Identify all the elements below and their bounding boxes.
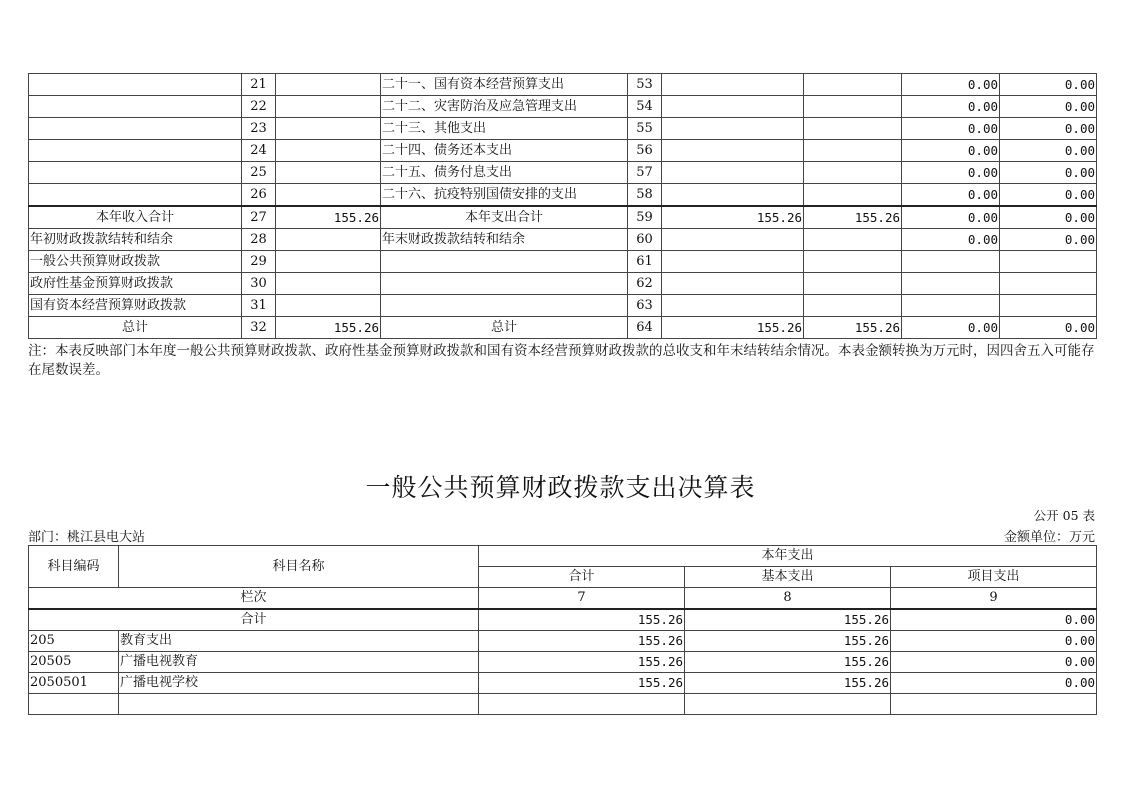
expense-row-no: 61 (628, 251, 662, 273)
expense-col4: 0.00 (1000, 229, 1097, 251)
expense-label: 总计 (381, 317, 628, 339)
amount-basic: 155.26 (685, 631, 891, 652)
amount-basic (685, 694, 891, 715)
expense-col2 (804, 118, 902, 140)
expense-col3: 0.00 (902, 118, 1000, 140)
income-label: 一般公共预算财政拨款 (29, 251, 242, 273)
expense-col1 (662, 295, 804, 317)
expense-col3: 0.00 (902, 140, 1000, 162)
expense-col4: 0.00 (1000, 162, 1097, 184)
amount-project: 0.00 (891, 631, 1097, 652)
form-code: 公开 05 表 (1033, 508, 1095, 523)
expense-col3: 0.00 (902, 206, 1000, 229)
expense-col2 (804, 140, 902, 162)
table-row (29, 74, 1097, 96)
income-amount (276, 140, 381, 162)
column-number-row (29, 588, 1097, 610)
header-code: 科目编码 (29, 546, 119, 588)
expense-row-no: 62 (628, 273, 662, 295)
income-row-no: 32 (242, 317, 276, 339)
table-note: 注：本表反映部门本年度一般公共预算财政拨款、政府性基金预算财政拨款和国有资本经营预算财政拨款的总收支和年末结转结余情况。本表金额转换为万元时，因四舍五入可能存在尾数误差。 (28, 343, 1095, 378)
sum-row (29, 609, 1097, 631)
income-label: 国有资本经营预算财政拨款 (29, 295, 242, 317)
amount-basic: 155.26 (685, 673, 891, 694)
expense-col2: 155.26 (804, 206, 902, 229)
expense-col2 (804, 96, 902, 118)
subject-code: 205 (29, 631, 119, 652)
expense-row-no: 64 (628, 317, 662, 339)
expense-col3: 0.00 (902, 229, 1000, 251)
expense-row-no: 58 (628, 184, 662, 207)
expense-col4: 0.00 (1000, 140, 1097, 162)
expense-label: 二十一、国有资本经营预算支出 (381, 74, 628, 96)
table-row (29, 273, 1097, 295)
header-basic: 基本支出 (685, 567, 891, 588)
expense-col2 (804, 295, 902, 317)
income-label: 政府性基金预算财政拨款 (29, 273, 242, 295)
expense-label: 二十三、其他支出 (381, 118, 628, 140)
income-amount (276, 184, 381, 207)
expense-col3: 0.00 (902, 96, 1000, 118)
income-row-no: 26 (242, 184, 276, 207)
table-row (29, 162, 1097, 184)
income-row-no: 25 (242, 162, 276, 184)
table-row (29, 631, 1097, 652)
expense-col3 (902, 295, 1000, 317)
expense-row-no: 53 (628, 74, 662, 96)
income-label (29, 96, 242, 118)
income-row-no: 21 (242, 74, 276, 96)
expense-col1 (662, 118, 804, 140)
income-amount (276, 251, 381, 273)
expense-col4 (1000, 295, 1097, 317)
expense-label: 本年支出合计 (381, 206, 628, 229)
amount-unit-label: 金额单位：万元 (1003, 530, 1095, 545)
subject-code (29, 694, 119, 715)
amount-basic: 155.26 (685, 652, 891, 673)
expense-col1 (662, 74, 804, 96)
expense-col2 (804, 273, 902, 295)
expense-col4: 0.00 (1000, 206, 1097, 229)
table-row (29, 251, 1097, 273)
expense-col1 (662, 140, 804, 162)
sum-total: 155.26 (479, 609, 685, 631)
income-row-no: 30 (242, 273, 276, 295)
expense-row-no: 63 (628, 295, 662, 317)
expense-col4: 0.00 (1000, 96, 1097, 118)
expense-col1: 155.26 (662, 317, 804, 339)
expense-col4: 0.00 (1000, 74, 1097, 96)
income-row-no: 22 (242, 96, 276, 118)
income-label (29, 118, 242, 140)
table-row (29, 206, 1097, 229)
expense-row-no: 54 (628, 96, 662, 118)
expense-label: 二十四、债务还本支出 (381, 140, 628, 162)
expense-col1 (662, 162, 804, 184)
expense-col2 (804, 162, 902, 184)
header-total: 合计 (479, 567, 685, 588)
income-amount: 155.26 (276, 317, 381, 339)
expense-label: 二十六、抗疫特别国债安排的支出 (381, 184, 628, 207)
amount-total: 155.26 (479, 673, 685, 694)
header-row (29, 546, 1097, 567)
income-label (29, 184, 242, 207)
income-row-no: 28 (242, 229, 276, 251)
table-row (29, 96, 1097, 118)
subject-name: 广播电视教育 (119, 652, 479, 673)
expense-row-no: 56 (628, 140, 662, 162)
header-group: 本年支出 (479, 546, 1097, 567)
income-amount (276, 273, 381, 295)
income-label (29, 162, 242, 184)
amount-total: 155.26 (479, 631, 685, 652)
subject-code: 2050501 (29, 673, 119, 694)
subject-code: 20505 (29, 652, 119, 673)
col-no-total: 7 (479, 588, 685, 610)
subject-name: 教育支出 (119, 631, 479, 652)
income-row-no: 29 (242, 251, 276, 273)
page-title: 一般公共预算财政拨款支出决算表 (365, 473, 756, 502)
table-row (29, 317, 1097, 339)
expense-col1 (662, 251, 804, 273)
amount-total: 155.26 (479, 652, 685, 673)
income-amount: 155.26 (276, 206, 381, 229)
expense-col2 (804, 229, 902, 251)
subject-name: 广播电视学校 (119, 673, 479, 694)
expense-row-no: 55 (628, 118, 662, 140)
income-label: 年初财政拨款结转和结余 (29, 229, 242, 251)
expense-col3: 0.00 (902, 317, 1000, 339)
expense-label (381, 295, 628, 317)
table-row (29, 673, 1097, 694)
income-amount (276, 74, 381, 96)
expense-col4: 0.00 (1000, 317, 1097, 339)
amount-project (891, 694, 1097, 715)
income-expense-table (28, 73, 1097, 339)
expense-row-no: 60 (628, 229, 662, 251)
expense-col3 (902, 251, 1000, 273)
income-amount (276, 118, 381, 140)
income-row-no: 23 (242, 118, 276, 140)
expense-col4 (1000, 251, 1097, 273)
table-row (29, 229, 1097, 251)
expense-label: 年末财政拨款结转和结余 (381, 229, 628, 251)
expense-label (381, 251, 628, 273)
expense-col4: 0.00 (1000, 184, 1097, 207)
income-amount (276, 162, 381, 184)
amount-project: 0.00 (891, 673, 1097, 694)
expense-col2 (804, 184, 902, 207)
expense-col1 (662, 96, 804, 118)
expense-label (381, 273, 628, 295)
expense-col2: 155.26 (804, 317, 902, 339)
table-row (29, 140, 1097, 162)
expense-col3: 0.00 (902, 162, 1000, 184)
income-amount (276, 96, 381, 118)
table-row (29, 184, 1097, 207)
income-label: 本年收入合计 (29, 206, 242, 229)
col-no-project: 9 (891, 588, 1097, 610)
income-label (29, 74, 242, 96)
table-row (29, 652, 1097, 673)
amount-total (479, 694, 685, 715)
income-row-no: 31 (242, 295, 276, 317)
expense-row-no: 57 (628, 162, 662, 184)
header-project: 项目支出 (891, 567, 1097, 588)
expense-col2 (804, 251, 902, 273)
sum-basic: 155.26 (685, 609, 891, 631)
col-no-basic: 8 (685, 588, 891, 610)
expenditure-table (28, 545, 1097, 715)
expense-col1 (662, 229, 804, 251)
expense-label: 二十二、灾害防治及应急管理支出 (381, 96, 628, 118)
expense-col1 (662, 184, 804, 207)
table-row (29, 118, 1097, 140)
expense-col3 (902, 273, 1000, 295)
expense-col1 (662, 273, 804, 295)
lanci-label: 栏次 (29, 588, 479, 610)
expense-col1: 155.26 (662, 206, 804, 229)
table-row (29, 694, 1097, 715)
sum-project: 0.00 (891, 609, 1097, 631)
expense-col4: 0.00 (1000, 118, 1097, 140)
income-row-no: 27 (242, 206, 276, 229)
income-row-no: 24 (242, 140, 276, 162)
expense-label: 二十五、债务付息支出 (381, 162, 628, 184)
income-label: 总计 (29, 317, 242, 339)
amount-project: 0.00 (891, 652, 1097, 673)
sum-label: 合计 (29, 609, 479, 631)
income-amount (276, 229, 381, 251)
header-name: 科目名称 (119, 546, 479, 588)
expense-row-no: 59 (628, 206, 662, 229)
expense-col4 (1000, 273, 1097, 295)
expense-col3: 0.00 (902, 184, 1000, 207)
table-row (29, 295, 1097, 317)
income-amount (276, 295, 381, 317)
expense-col2 (804, 74, 902, 96)
subject-name (119, 694, 479, 715)
department-label: 部门：桃江县电大站 (28, 530, 146, 545)
income-label (29, 140, 242, 162)
expense-col3: 0.00 (902, 74, 1000, 96)
